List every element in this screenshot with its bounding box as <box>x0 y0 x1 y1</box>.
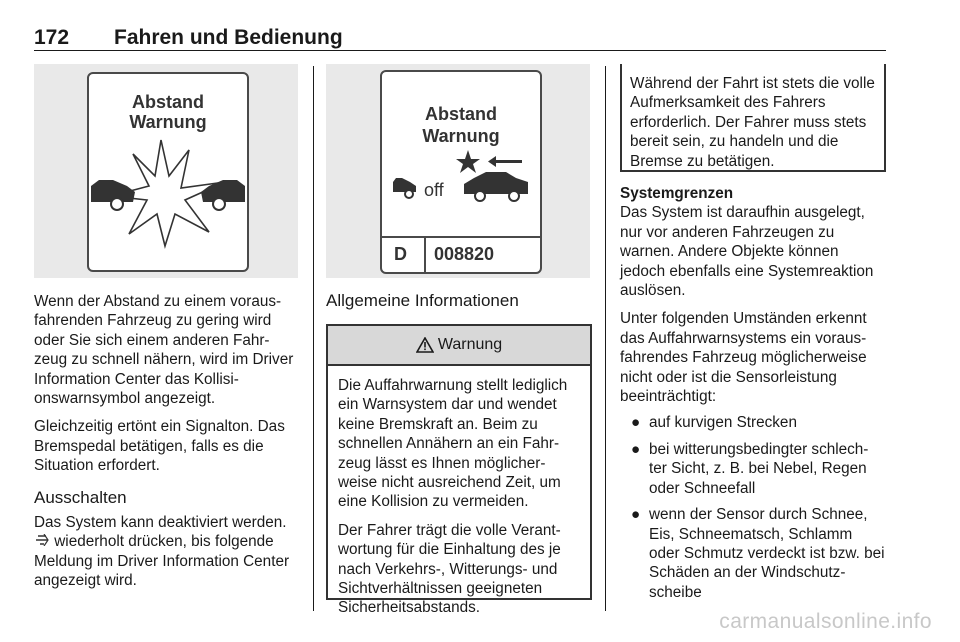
watermark: carmanualsonline.info <box>719 610 932 633</box>
warning-body <box>328 366 590 618</box>
left-column <box>34 292 300 600</box>
display-panel <box>87 72 249 272</box>
system-limits-section <box>620 184 886 602</box>
off-label: off <box>424 180 444 200</box>
paragraph: Während der Fahrt ist stets die volle Aufmerksamkeit des Fahrers erforderlich. Der Fahrer muss stets bereit sein, zu handeln und die Bremse zu betätigen. <box>630 75 875 170</box>
steering-button-icon <box>34 532 50 551</box>
list-item <box>620 505 886 602</box>
section-heading: Systemgrenzen <box>620 185 734 202</box>
paragraph: Wenn der Abstand zu einem voraus-fahrenden Fahrzeug zu gering wird oder Sie sich einem anderen Fahr-zeug zu schnell nähern, wird im Driver Information Center das Kollisi-onswarnsymbol angezeigt. <box>34 293 294 408</box>
conditions-list <box>620 413 886 602</box>
code-number: 008820 <box>434 244 495 264</box>
paragraph: Das System ist daraufhin ausgelegt, nur vor anderen Fahrzeugen zu warnen. Andere Objekte können jedoch ebenfalls eine Systemreaktion auslösen. <box>620 204 874 300</box>
panel-title-line2: Warnung <box>422 126 500 146</box>
collision-warning-figure <box>34 64 298 278</box>
bullet-icon: ● <box>631 414 641 432</box>
arrow-left-icon <box>488 156 522 167</box>
display-panel <box>380 70 542 274</box>
page-title: Fahren und Bedienung <box>114 26 343 49</box>
paragraph: Unter folgenden Umständen erkennt das Auffahrwarnsystems ein voraus-fahrendes Fahrzeug möglicherweise nicht oder ist die Sensorleistung beeinträchtigt: <box>620 310 867 406</box>
paragraph <box>34 513 300 591</box>
paragraph: Gleichzeitig ertönt ein Signalton. Das Bremspedal betätigen, falls es die Situation erfordert. <box>34 418 285 475</box>
following-car-icon <box>456 150 540 206</box>
warning-title: Warnung <box>437 336 503 353</box>
continued-warning-box <box>620 64 886 172</box>
column-separator <box>605 66 606 611</box>
warning-triangle-icon <box>416 337 434 353</box>
bullet-icon: ● <box>631 440 641 458</box>
warning-header <box>328 326 590 366</box>
panel-title-line1: Abstand <box>425 104 497 124</box>
panel-divider-vertical <box>424 236 426 272</box>
car-left-icon <box>91 180 135 210</box>
list-item-text: auf kurvigen Strecken <box>649 414 797 432</box>
middle-column <box>326 291 592 617</box>
star-icon <box>456 150 480 173</box>
list-item <box>620 413 886 432</box>
panel-title-line2: Warnung <box>129 112 207 132</box>
text-fragment: wiederholt drücken, bis folgende Meldung im Driver Information Center angezeigt wird. <box>34 533 290 590</box>
off-message-figure <box>326 64 590 278</box>
page-number: 172 <box>34 26 70 49</box>
header-rule <box>34 50 886 51</box>
warning-box <box>326 324 592 617</box>
paragraph: Die Auffahrwarnung stellt lediglich ein Warnsystem dar und wendet keine Bremskraft an. Beim zu schnellen Annähern an ein Fahr-zeug lässt es Ihnen möglicher-weise nicht ausreichend Zeit, um eine Kollision zu vermeiden. <box>338 377 568 511</box>
paragraph: Der Fahrer trägt die volle Verant-wortung für die Einhaltung des je nach Verkehrs-, Witterungs- und Sichtverhältnissen geeigneten Sicherheitsabstands. <box>338 521 561 617</box>
column-separator <box>313 66 314 611</box>
bullet-icon: ● <box>631 506 641 524</box>
section-heading: Allgemeine Informationen <box>326 291 519 310</box>
panel-title-line1: Abstand <box>132 92 204 112</box>
small-car-icon <box>392 176 420 200</box>
list-item-text: wenn der Sensor durch Schnee, Eis, Schneematsch, Schlamm oder Schmutz verdeckt ist bzw. bei Schäden an der Windschutz-scheibe <box>649 506 885 601</box>
text-fragment: Das System kann deaktiviert werden. <box>34 514 287 532</box>
right-column <box>620 64 886 602</box>
panel-divider <box>382 236 540 238</box>
list-item-text: bei witterungsbedingter schlech-ter Sicht, z. B. bei Nebel, Regen oder Schneefall <box>649 440 869 497</box>
code-letter: D <box>394 244 407 264</box>
section-heading: Ausschalten <box>34 487 127 507</box>
collision-icon <box>89 136 247 256</box>
list-item <box>620 440 886 498</box>
